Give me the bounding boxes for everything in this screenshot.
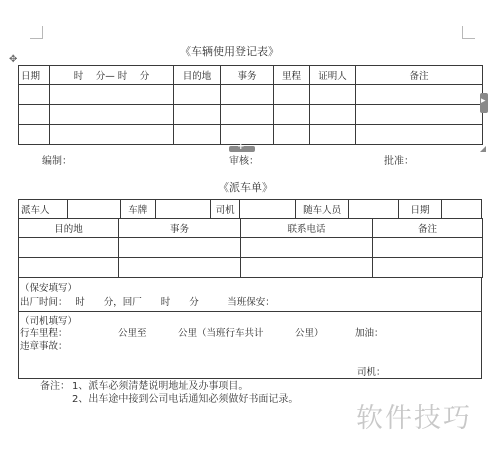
table-row[interactable]: [19, 125, 483, 145]
dispatch-detail-table: [18, 218, 483, 278]
resize-handle-icon[interactable]: [480, 146, 486, 152]
col-header-mileage: 里程: [274, 66, 310, 85]
page-corner-mark: [462, 26, 475, 39]
col-header-date: 日期: [19, 66, 50, 85]
col-header-matter: 事务: [221, 66, 274, 85]
col-header-destination: 目的地: [19, 219, 119, 238]
driver-label: 司机: [210, 200, 239, 219]
table2-title: 《派车单》: [218, 181, 273, 194]
col-header-time: 时 分— 时 分: [50, 66, 174, 85]
violation-label: 违章事故：: [20, 341, 68, 352]
plate-cell[interactable]: [156, 200, 211, 219]
date-label: 日期: [398, 200, 442, 219]
table-header-row: [19, 219, 483, 238]
driver-section: [18, 311, 482, 379]
km-total-label: 公里（当班行车共计: [178, 328, 264, 339]
date-cell[interactable]: [442, 200, 482, 219]
table1-title: 《车辆使用登记表》: [180, 45, 279, 58]
plus-icon: +: [237, 142, 245, 152]
driver-sign-label: 司机：: [357, 367, 386, 378]
table-header-row: [19, 66, 483, 85]
reviewed-by-label: 审核：: [229, 156, 259, 167]
km-end-label: 公里）: [295, 328, 324, 339]
driver-cell[interactable]: [240, 200, 296, 219]
page-corner-mark: [30, 26, 43, 39]
dispatch-table: [18, 199, 482, 219]
mileage-label: 行车里程：: [20, 328, 68, 339]
table-row[interactable]: [19, 238, 483, 258]
table-row[interactable]: [19, 105, 483, 125]
table-row[interactable]: [19, 85, 483, 105]
driver-header: （司机填写）: [20, 316, 78, 327]
dispatcher-label: 派车人: [19, 200, 68, 219]
compiled-by-label: 编制：: [42, 156, 72, 167]
guard-time-line: 出厂时间： 时 分，回厂 时 分 当班保安：: [20, 297, 275, 308]
col-header-remark: 备注: [373, 219, 483, 238]
table-move-icon[interactable]: ✥: [9, 54, 18, 65]
fuel-label: 加油：: [355, 328, 384, 339]
dispatcher-cell[interactable]: [67, 200, 120, 219]
col-header-phone: 联系电话: [241, 219, 373, 238]
col-header-destination: 目的地: [174, 66, 221, 85]
note-item: 1、派车必须清楚说明地址及办事项目。: [72, 381, 249, 392]
usage-log-table: [18, 65, 483, 145]
notes-label: 备注：: [40, 381, 70, 392]
col-header-witness: 证明人: [310, 66, 356, 85]
table-row[interactable]: [19, 258, 483, 278]
col-header-matter: 事务: [119, 219, 241, 238]
note-item: 2、出车途中接到公司电话通知必须做好书面记录。: [72, 394, 299, 405]
companions-cell[interactable]: [348, 200, 398, 219]
km-to-label: 公里至: [118, 328, 147, 339]
plate-label: 车牌: [120, 200, 156, 219]
approved-by-label: 批准：: [384, 156, 414, 167]
chevron-right-icon: ▸: [481, 96, 486, 106]
guard-header: （保安填写）: [20, 283, 78, 294]
table-row: [19, 200, 482, 219]
col-header-remark: 备注: [356, 66, 483, 85]
watermark-text: 软件技巧: [356, 403, 472, 434]
companions-label: 随车人员: [296, 200, 349, 219]
